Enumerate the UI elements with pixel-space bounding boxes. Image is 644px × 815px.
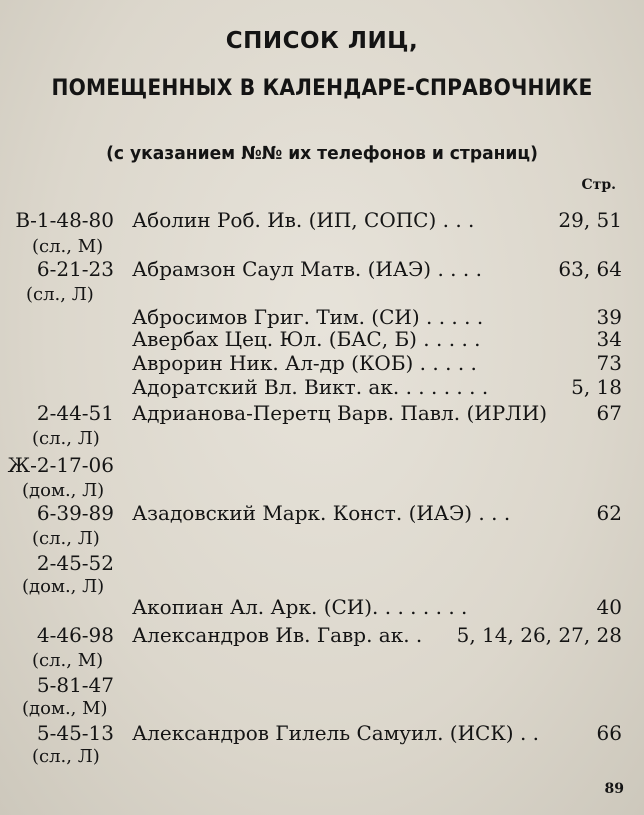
entry-phone: 6-39-89 <box>36 501 114 525</box>
entry-name: Акопиан Ал. Арк. (СИ). . . . . . . . <box>132 595 468 619</box>
page-title: СПИСОК ЛИЦ, <box>225 28 419 54</box>
entry-pages: 73 <box>596 351 622 375</box>
page-note: (с указанием №№ их телефонов и страниц) <box>106 143 538 164</box>
entry-phone: 5-45-13 <box>36 721 114 745</box>
entry-name: Аврорин Ник. Ал-др (КОБ) . . . . . <box>132 351 477 375</box>
entry-pages: 62 <box>596 501 622 525</box>
entry-phone-label: (сл., Л) <box>32 528 100 549</box>
entry-phone-label: (дом., Л) <box>22 480 105 501</box>
entry-pages: 29, 51 <box>558 208 622 232</box>
entry-pages: 5, 14, 26, 27, 28 <box>456 623 622 647</box>
entry-name: Аболин Роб. Ив. (ИП, СОПС) . . . <box>132 208 475 232</box>
entry-phone-label: (сл., Л) <box>32 746 100 767</box>
entry-phone-label: (сл., Л) <box>32 428 100 449</box>
entry-name: Авербах Цец. Юл. (БАС, Б) . . . . . <box>132 327 481 351</box>
entry-phone: Ж-2-17-06 <box>7 453 114 477</box>
entry-pages: 66 <box>596 721 622 745</box>
entry-phone-label: (дом., Л) <box>22 576 105 597</box>
entry-phone: 2-44-51 <box>36 401 114 425</box>
entry-phone-label: (сл., М) <box>32 236 104 257</box>
entry-name: Абросимов Григ. Тим. (СИ) . . . . . <box>132 305 484 329</box>
entry-name: Адрианова-Перетц Варв. Павл. (ИРЛИ) <box>132 401 548 425</box>
page-number: 89 <box>604 781 624 797</box>
entry-phone: В-1-48-80 <box>15 208 114 232</box>
entry-pages: 40 <box>596 595 622 619</box>
entry-phone: 6-21-23 <box>36 257 114 281</box>
entry-phone: 4-46-98 <box>36 623 114 647</box>
entry-name: Азадовский Марк. Конст. (ИАЭ) . . . <box>132 501 511 525</box>
entry-pages: 34 <box>596 327 622 351</box>
entry-name: Абрамзон Саул Матв. (ИАЭ) . . . . <box>132 257 482 281</box>
entry-name: Александров Гилель Самуил. (ИСК) . . <box>132 721 540 745</box>
entry-pages: 67 <box>596 401 622 425</box>
entry-pages: 39 <box>596 305 622 329</box>
entry-phone-label: (сл., М) <box>32 650 104 671</box>
entry-phone: 2-45-52 <box>36 551 114 575</box>
entry-phone: 5-81-47 <box>36 673 114 697</box>
page-subtitle: ПОМЕЩЕННЫХ В КАЛЕНДАРЕ-СПРАВОЧНИКЕ <box>51 76 593 101</box>
entry-pages: 5, 18 <box>571 375 622 399</box>
entry-phone-label: (сл., Л) <box>26 284 94 305</box>
entry-phone-label: (дом., М) <box>22 698 108 719</box>
pages-column-header: Стр. <box>581 177 616 193</box>
entry-pages: 63, 64 <box>558 257 622 281</box>
entry-name: Александров Ив. Гавр. ак. . <box>132 623 423 647</box>
entry-name: Адоратский Вл. Викт. ак. . . . . . . . <box>132 375 489 399</box>
